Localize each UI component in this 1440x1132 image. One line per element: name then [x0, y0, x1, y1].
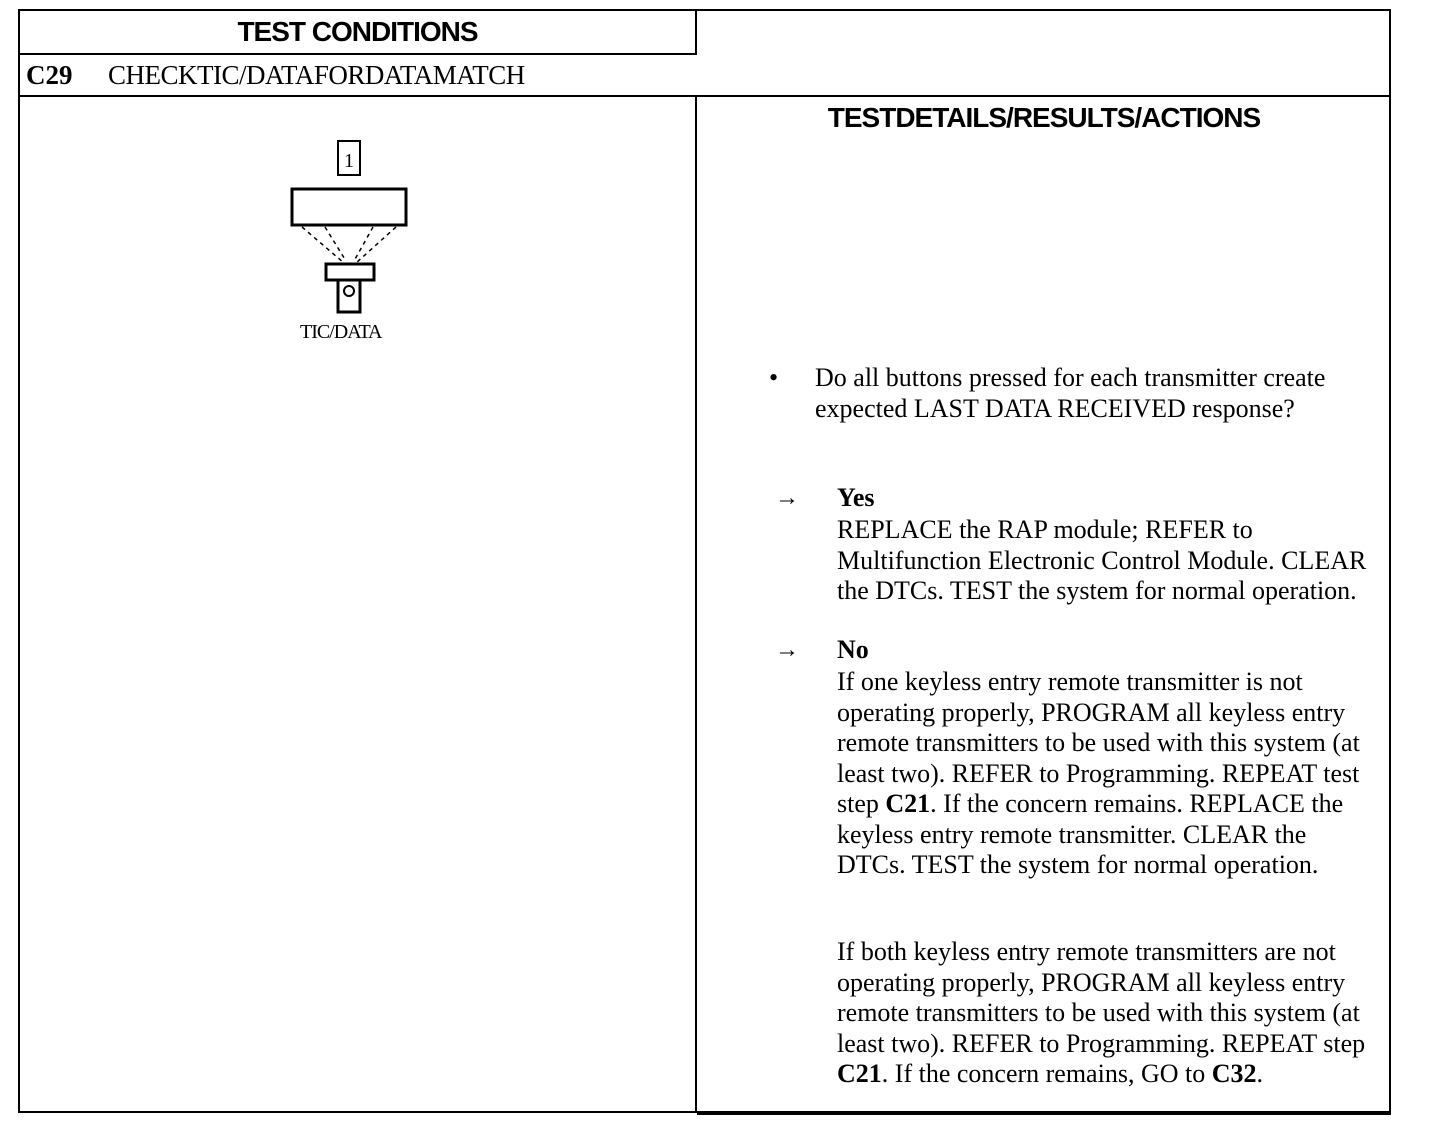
step-title: CHECKTIC/DATAFORDATAMATCH: [108, 60, 525, 90]
test-procedure-table: [18, 9, 1391, 1113]
no-label: No: [837, 635, 869, 664]
no-action-2-text-mid: . If the concern remains, GO to: [881, 1059, 1206, 1088]
test-conditions-header: TEST CONDITIONS: [20, 11, 697, 55]
step-ref-c21: C21: [885, 789, 931, 818]
no-action-1-text-end: . If the concern remains. REPLACE the keyless entry remote transmitter. CLEAR the DTCs. TEST the system for normal operation.: [837, 789, 1344, 879]
yes-action: REPLACE the RAP module; REFER to Multifunction Electronic Control Module. CLEAR the DTCs. TEST the system for normal operation.: [837, 515, 1367, 605]
cable-line: [356, 227, 396, 263]
cable-line: [302, 227, 344, 263]
no-action-2: [837, 937, 1377, 1090]
cable-line: [325, 227, 346, 261]
step-ref-c21: C21: [837, 1059, 882, 1088]
no-action-1-text: If one keyless entry remote transmitter is not operating properly, PROGRAM all keyless entry remote transmitters to be used with this system (at least two). REFER to Programming. REPEAT test step: [837, 667, 1360, 818]
bullet: •: [769, 363, 779, 392]
connector-icon: [326, 264, 374, 280]
question-text: Do all buttons pressed for each transmitter create expected LAST DATA RECEIVED response?: [815, 363, 1326, 423]
no-action-2-text-end: .: [1256, 1059, 1264, 1088]
step-id: C29: [26, 60, 73, 90]
yes-arrow-icon: →: [775, 485, 799, 511]
test-details-header: TESTDETAILS/RESULTS/ACTIONS: [697, 97, 1391, 1115]
step-ref-c32: C32: [1211, 1059, 1257, 1088]
device-label: TIC/DATA: [300, 321, 382, 343]
scan-tool-icon: [292, 189, 406, 225]
no-action-1: [837, 667, 1377, 881]
yes-label: Yes: [837, 483, 875, 512]
no-action-2-text: If both keyless entry remote transmitters are not operating properly, PROGRAM all keyless entry remote transmitters to be used with this system (at least two). REFER to Programming. REPEAT step: [837, 937, 1366, 1058]
connector-pin-icon: [344, 286, 354, 296]
step-row: [20, 55, 1389, 97]
callout-number: 1: [344, 150, 354, 172]
no-arrow-icon: →: [775, 637, 799, 663]
details-column: [697, 97, 1389, 1113]
